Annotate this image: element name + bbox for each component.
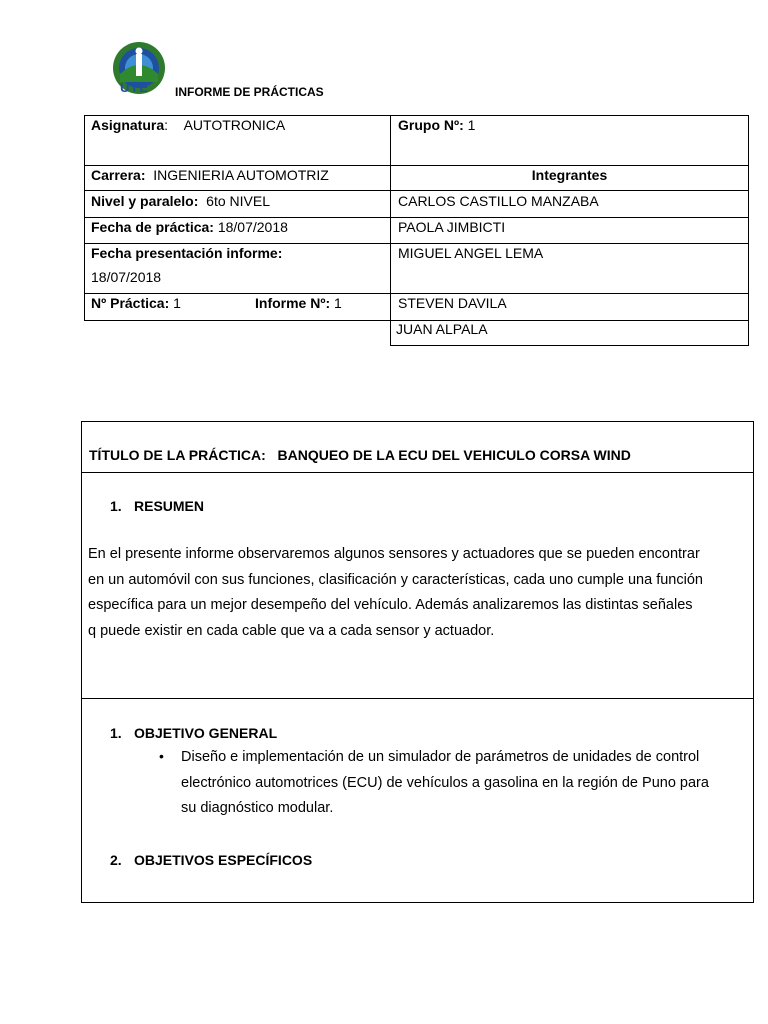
carrera-label: Carrera:: [91, 167, 146, 183]
resumen-line-2: en un automóvil con sus funciones, clasificación y características, cada uno cumple una función: [88, 571, 703, 588]
member-1: CARLOS CASTILLO MANZABA: [398, 193, 599, 209]
practica-label: Nº Práctica:: [91, 295, 170, 311]
asignatura-label: Asignatura: [91, 117, 165, 133]
objetivo-line-3: su diagnóstico modular.: [181, 800, 334, 816]
objetivos-especificos-number: 2.: [110, 852, 122, 868]
resumen-line-4: q puede existir en cada cable que va a cada sensor y actuador.: [88, 622, 495, 639]
resumen-number: 1.: [110, 498, 122, 514]
grupo-label: Grupo Nº:: [398, 117, 464, 133]
ute-logo: [108, 40, 170, 102]
fecha-practica-row: [91, 218, 288, 236]
practice-title: [89, 446, 631, 464]
resumen-paragraph: [88, 542, 750, 644]
objetivos-especificos-heading: OBJETIVOS ESPECÍFICOS: [134, 852, 313, 868]
report-title: INFORME DE PRÁCTICAS: [175, 85, 324, 99]
informe-label: Informe Nº:: [255, 295, 331, 311]
practice-title-value: BANQUEO DE LA ECU DEL VEHICULO CORSA WIND: [277, 447, 631, 463]
nivel-value: 6to NIVEL: [206, 193, 270, 209]
member-3: MIGUEL ANGEL LEMA: [398, 245, 544, 261]
nivel-label: Nivel y paralelo:: [91, 193, 199, 209]
practice-title-label: TÍTULO DE LA PRÁCTICA:: [89, 447, 266, 463]
logo-text: UTE: [120, 80, 149, 95]
resumen-line-1: En el presente informe observaremos algunos sensores y actuadores que se pueden encontrar: [88, 546, 700, 562]
resumen-heading: RESUMEN: [134, 498, 205, 514]
member-2: PAOLA JIMBICTI: [398, 219, 506, 235]
objetivo-general-heading: OBJETIVO GENERAL: [134, 725, 278, 741]
objetivo-line-1: Diseño e implementación de un simulador de parámetros de unidades de control: [181, 749, 700, 765]
bullet-icon: •: [159, 748, 164, 764]
objetivo-line-2: electrónico automotrices (ECU) de vehículos a gasolina en la región de Puno para: [181, 774, 709, 791]
asignatura-row: Asignatura: AUTOTRONICA: [91, 117, 286, 133]
carrera-row: [91, 166, 329, 184]
member-5: JUAN ALPALA: [396, 321, 488, 337]
carrera-value: INGENIERIA AUTOMOTRIZ: [153, 167, 329, 183]
fecha-presentacion-value: 18/07/2018: [91, 269, 162, 285]
practica-value: 1: [173, 295, 181, 311]
fecha-presentacion-label: Fecha presentación informe:: [91, 245, 283, 261]
grupo-row: [398, 116, 475, 134]
member-4: STEVEN DAVILA: [398, 295, 507, 311]
fecha-practica-label: Fecha de práctica:: [91, 219, 214, 235]
fecha-practica-value: 18/07/2018: [217, 219, 288, 235]
objetivo-general-paragraph: [181, 745, 751, 822]
nivel-row: [91, 192, 270, 210]
integrantes-heading: Integrantes: [531, 167, 608, 183]
grupo-value: 1: [467, 117, 476, 133]
asignatura-value: AUTOTRONICA: [183, 117, 286, 133]
informe-row: [255, 294, 342, 312]
resumen-line-3: específica para un mejor desempeño del vehículo. Además analizaremos las distintas señales: [88, 597, 693, 613]
objetivo-general-number: 1.: [110, 725, 122, 741]
practica-row: [91, 294, 181, 312]
informe-value: 1: [334, 295, 342, 311]
